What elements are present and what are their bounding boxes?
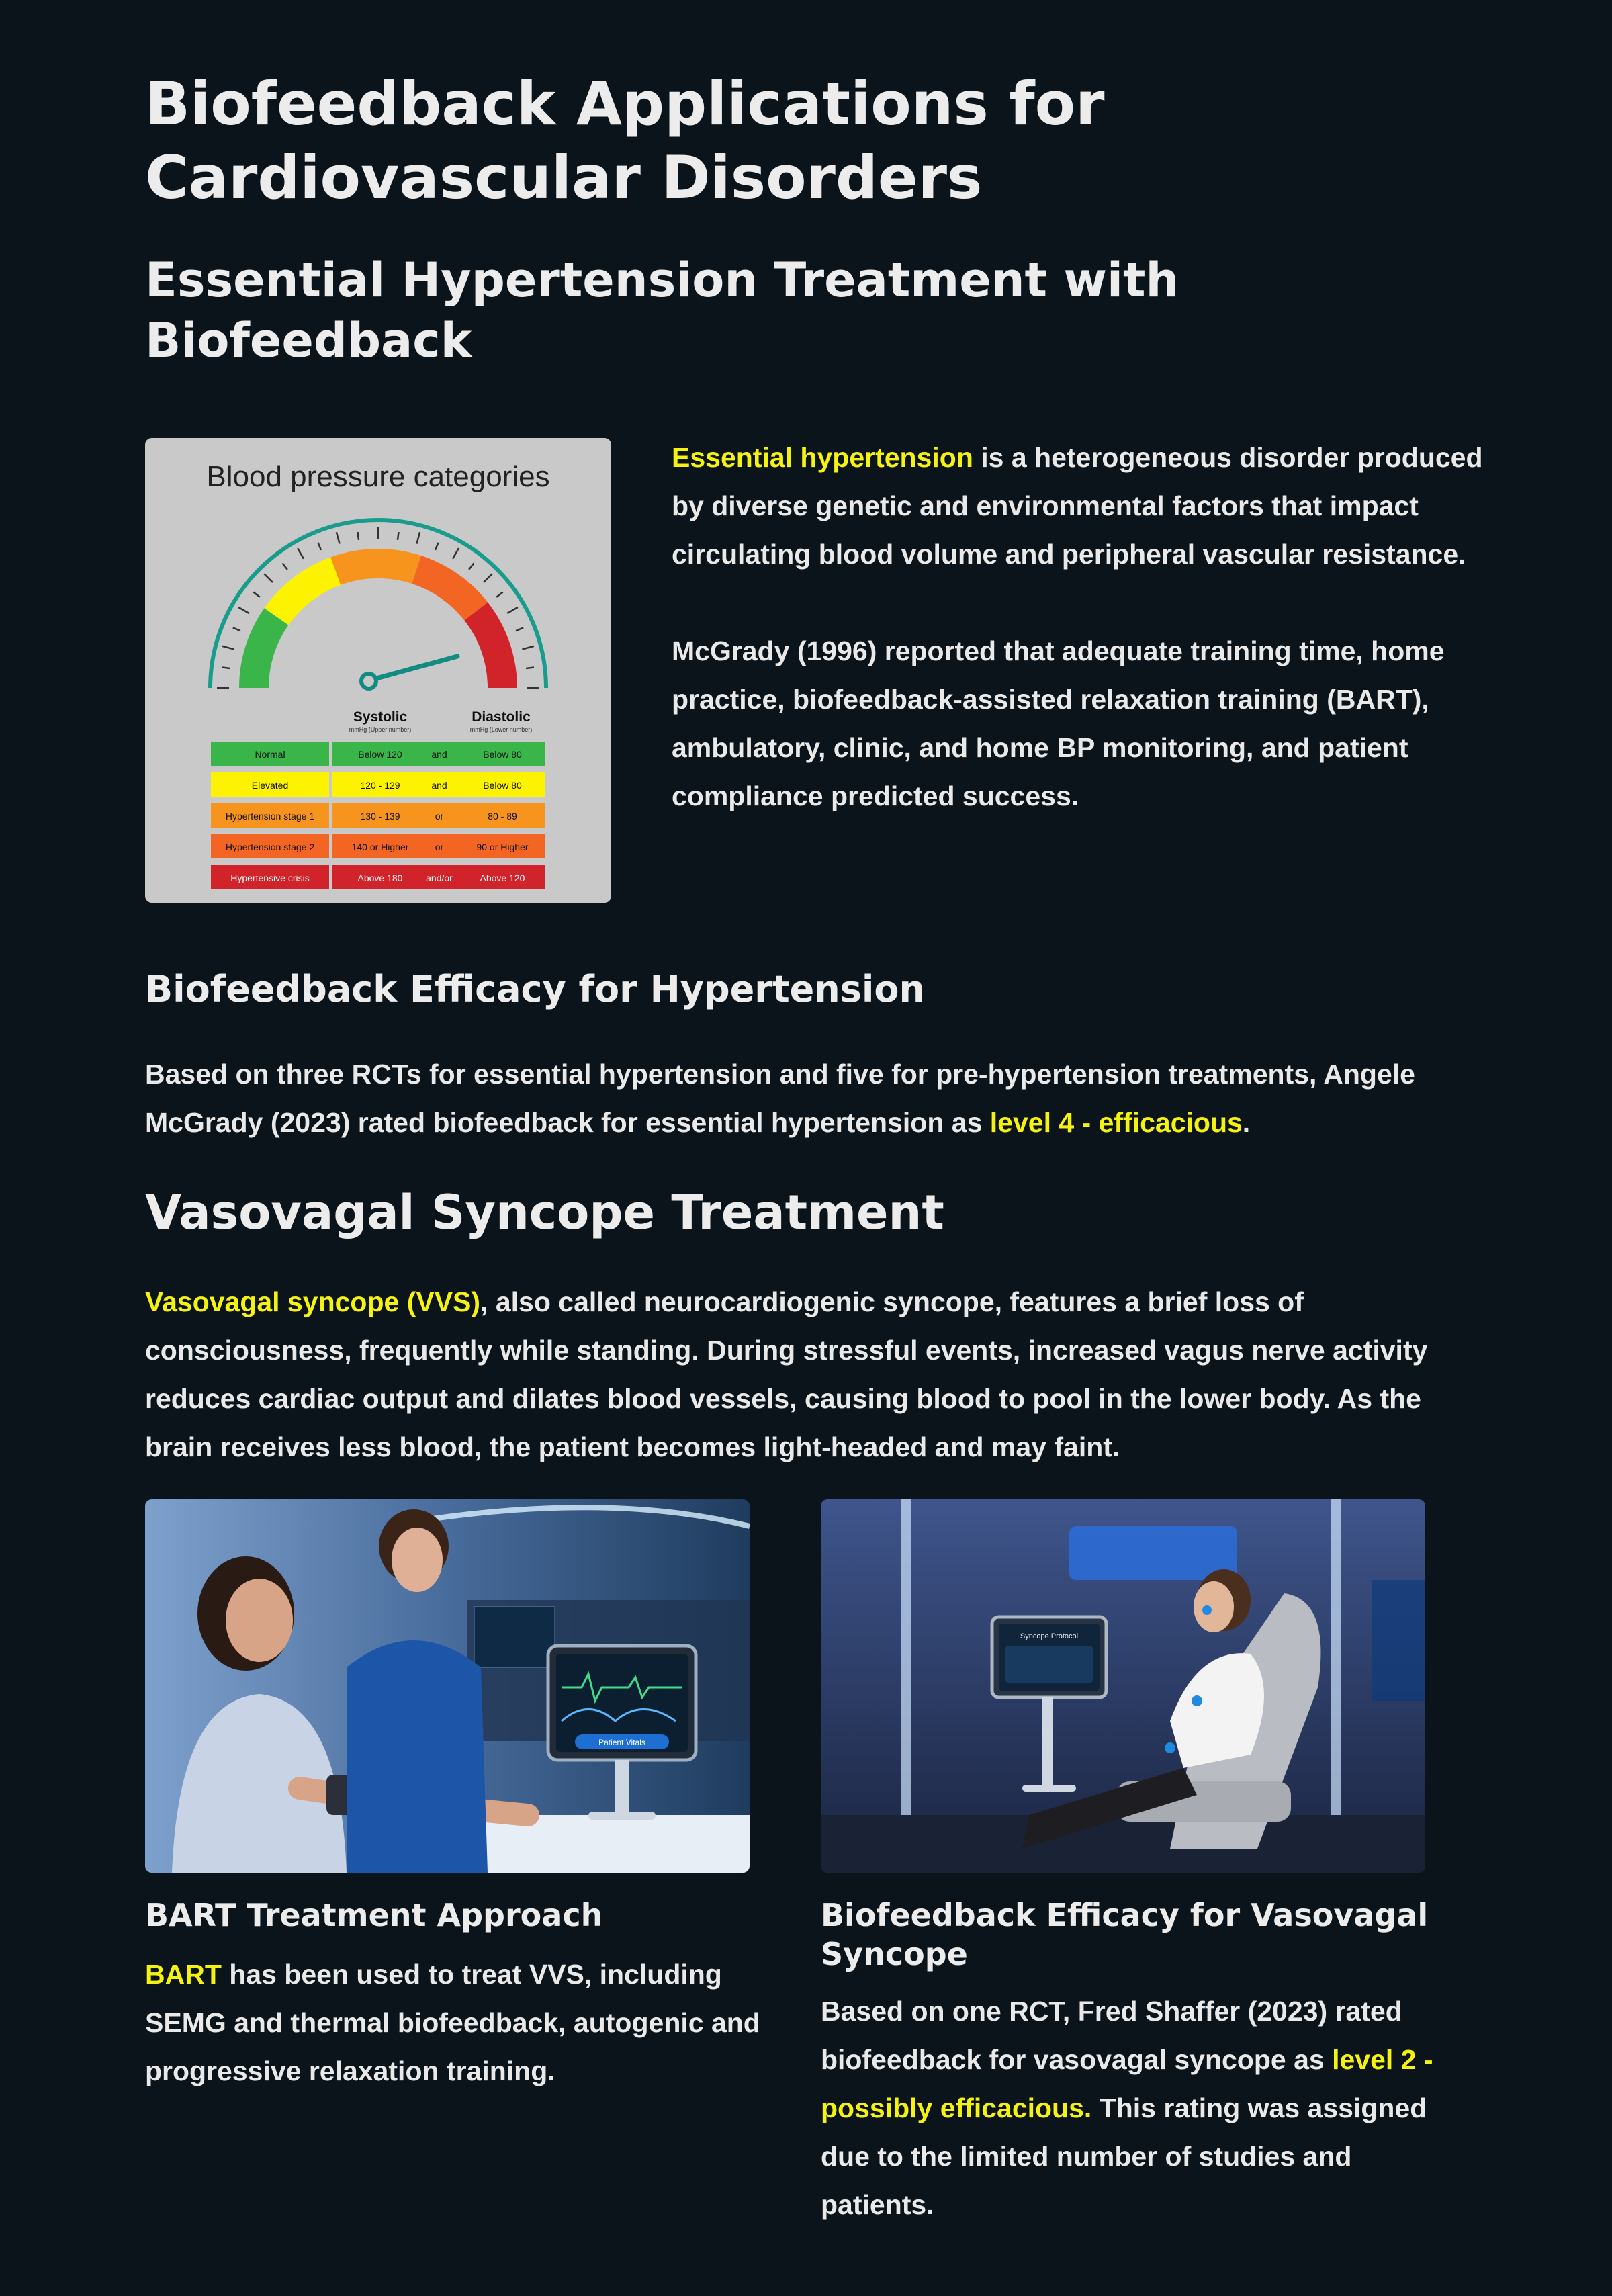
gauge-segment-crisis bbox=[476, 611, 502, 688]
bp-table-row bbox=[211, 772, 545, 797]
gauge-tick bbox=[222, 646, 234, 650]
gauge-tick bbox=[283, 563, 287, 570]
bp-table bbox=[211, 742, 545, 889]
gauge-tick bbox=[233, 627, 240, 631]
vvs-description bbox=[145, 1278, 1475, 1471]
section-heading-vvs: Vasovagal Syncope Treatment bbox=[145, 1185, 944, 1240]
paragraph-text-end: . bbox=[1242, 1107, 1251, 1138]
vvs-efficacy-text bbox=[821, 1987, 1466, 2229]
gauge-tick bbox=[398, 532, 399, 540]
gauge-tick bbox=[522, 646, 533, 650]
bp-gauge-figure bbox=[145, 438, 611, 903]
bp-category-label: Hypertension stage 2 bbox=[225, 842, 315, 852]
highlight-vvs: Vasovagal syncope (VVS) bbox=[145, 1286, 481, 1317]
gauge-tick bbox=[298, 548, 304, 559]
bp-conjunction: or bbox=[435, 811, 444, 822]
bp-systolic-value: Below 120 bbox=[358, 749, 402, 760]
bp-diastolic-value: Below 80 bbox=[483, 780, 522, 791]
gauge-tick bbox=[337, 532, 340, 543]
bp-diastolic-value: 90 or Higher bbox=[476, 842, 529, 852]
bart-description bbox=[145, 1950, 790, 2095]
monitor-label: Syncope Protocol bbox=[1020, 1632, 1079, 1640]
gauge-tick bbox=[507, 607, 518, 613]
monitor-label: Patient Vitals bbox=[598, 1738, 645, 1747]
highlight-level-2: level 2 - possibly efficacious. bbox=[821, 2044, 1433, 2123]
hypertension-paragraph-2: McGrady (1996) reported that adequate training time, home practice, biofeedback-assisted relaxation training (BART), ambulatory, clinic, and home BP monitoring, and patient compliance predicted success. bbox=[672, 635, 1445, 811]
gauge-tick bbox=[516, 627, 523, 631]
systolic-subheader: mmHg (Upper number) bbox=[349, 726, 412, 733]
bp-category-label: Hypertension stage 1 bbox=[225, 811, 315, 822]
paragraph-text: , also called neurocardiogenic syncope, features a brief loss of consciousness, frequently while standing. During stressful events, increased vagus nerve activity reduces cardiac output and dilates blood vessels, causing blood to pool in the lower body. As the brain receives less blood, the patient becomes light-headed and may faint. bbox=[145, 1286, 1428, 1462]
gauge-segment-elevated bbox=[276, 571, 335, 617]
gauge-needle-hub bbox=[361, 674, 376, 689]
highlight-essential-hypertension: Essential hypertension bbox=[672, 442, 973, 473]
bp-conjunction: and/or bbox=[426, 873, 453, 883]
bp-table-row bbox=[211, 742, 545, 766]
bp-table-row bbox=[211, 803, 545, 828]
bp-table-row bbox=[211, 834, 545, 858]
diastolic-header: Diastolic bbox=[472, 709, 531, 725]
diastolic-subheader: mmHg (Lower number) bbox=[469, 726, 533, 733]
bp-category-label: Hypertensive crisis bbox=[230, 873, 310, 883]
gauge-segment-stage2 bbox=[416, 570, 476, 611]
bart-clinic-photo bbox=[145, 1499, 750, 1873]
gauge-tick bbox=[496, 592, 503, 597]
hypertension-paragraph-1 bbox=[672, 433, 1484, 578]
gauge-segment-normal bbox=[254, 617, 276, 688]
bp-systolic-value: 130 - 139 bbox=[360, 811, 400, 822]
gauge-tick bbox=[357, 532, 359, 540]
highlight-level-4: level 4 - efficacious bbox=[989, 1107, 1243, 1138]
systolic-header: Systolic bbox=[353, 709, 408, 725]
bp-chart-title: Blood pressure categories bbox=[206, 460, 550, 493]
highlight-bart: BART bbox=[145, 1959, 222, 1990]
gauge-tick bbox=[238, 607, 249, 613]
paragraph-text: has been used to treat VVS, including SEMG and thermal biofeedback, autogenic and progressive relaxation training. bbox=[145, 1959, 760, 2086]
paragraph-text-end: This rating was assigned due to the limited number of studies and patients. bbox=[821, 2092, 1427, 2220]
bp-conjunction: and bbox=[431, 780, 447, 791]
bp-conjunction: and bbox=[431, 749, 447, 760]
vvs-chair-photo bbox=[821, 1499, 1425, 1873]
heading-efficacy-hypertension: Biofeedback Efficacy for Hypertension bbox=[145, 968, 925, 1010]
bp-diastolic-value: 80 - 89 bbox=[488, 811, 517, 822]
paragraph-text: Based on one RCT, Fred Shaffer (2023) rated biofeedback for vasovagal syncope as bbox=[821, 1996, 1402, 2075]
gauge-tick bbox=[484, 574, 492, 582]
bp-diastolic-value: Below 80 bbox=[483, 749, 522, 760]
bp-category-label: Elevated bbox=[251, 780, 289, 791]
bp-categories-chart bbox=[145, 438, 611, 903]
hypertension-description bbox=[672, 433, 1484, 869]
bp-systolic-value: 140 or Higher bbox=[351, 842, 409, 852]
bp-systolic-value: 120 - 129 bbox=[360, 780, 400, 791]
bp-category-label: Normal bbox=[255, 749, 285, 760]
heading-vvs-efficacy: Biofeedback Efficacy for Vasovagal Syncope bbox=[821, 1897, 1429, 1972]
gauge-tick bbox=[222, 667, 230, 668]
bp-table-row bbox=[211, 865, 545, 889]
gauge-tick bbox=[435, 543, 439, 550]
section-heading-hypertension: Essential Hypertension Treatment with Biofeedback bbox=[145, 253, 1179, 368]
gauge-tick bbox=[416, 532, 420, 543]
page-title: Biofeedback Applications for Cardiovascular Disorders bbox=[145, 69, 1105, 212]
gauge-needle bbox=[371, 656, 457, 680]
gauge-tick bbox=[318, 543, 321, 550]
paragraph-text: Based on three RCTs for essential hypertension and five for pre-hypertension treatments, Angele McGrady (2023) rated biofeedback for essential hypertension as bbox=[145, 1059, 1415, 1138]
bp-conjunction: or bbox=[435, 842, 444, 852]
bp-diastolic-value: Above 120 bbox=[480, 873, 525, 883]
gauge-tick bbox=[453, 548, 459, 559]
bp-systolic-value: Above 180 bbox=[357, 873, 403, 883]
paragraph-text: is a heterogeneous disorder produced by diverse genetic and environmental factors that impact circulating blood volume and peripheral vascular resistance. bbox=[672, 442, 1483, 570]
gauge-tick bbox=[469, 563, 474, 570]
efficacy-hypertension-text bbox=[145, 1050, 1475, 1147]
gauge-tick bbox=[526, 667, 534, 668]
gauge-segment-stage1 bbox=[336, 564, 416, 571]
heading-bart: BART Treatment Approach bbox=[145, 1897, 603, 1933]
gauge-tick bbox=[253, 592, 260, 597]
gauge-tick bbox=[264, 574, 273, 582]
